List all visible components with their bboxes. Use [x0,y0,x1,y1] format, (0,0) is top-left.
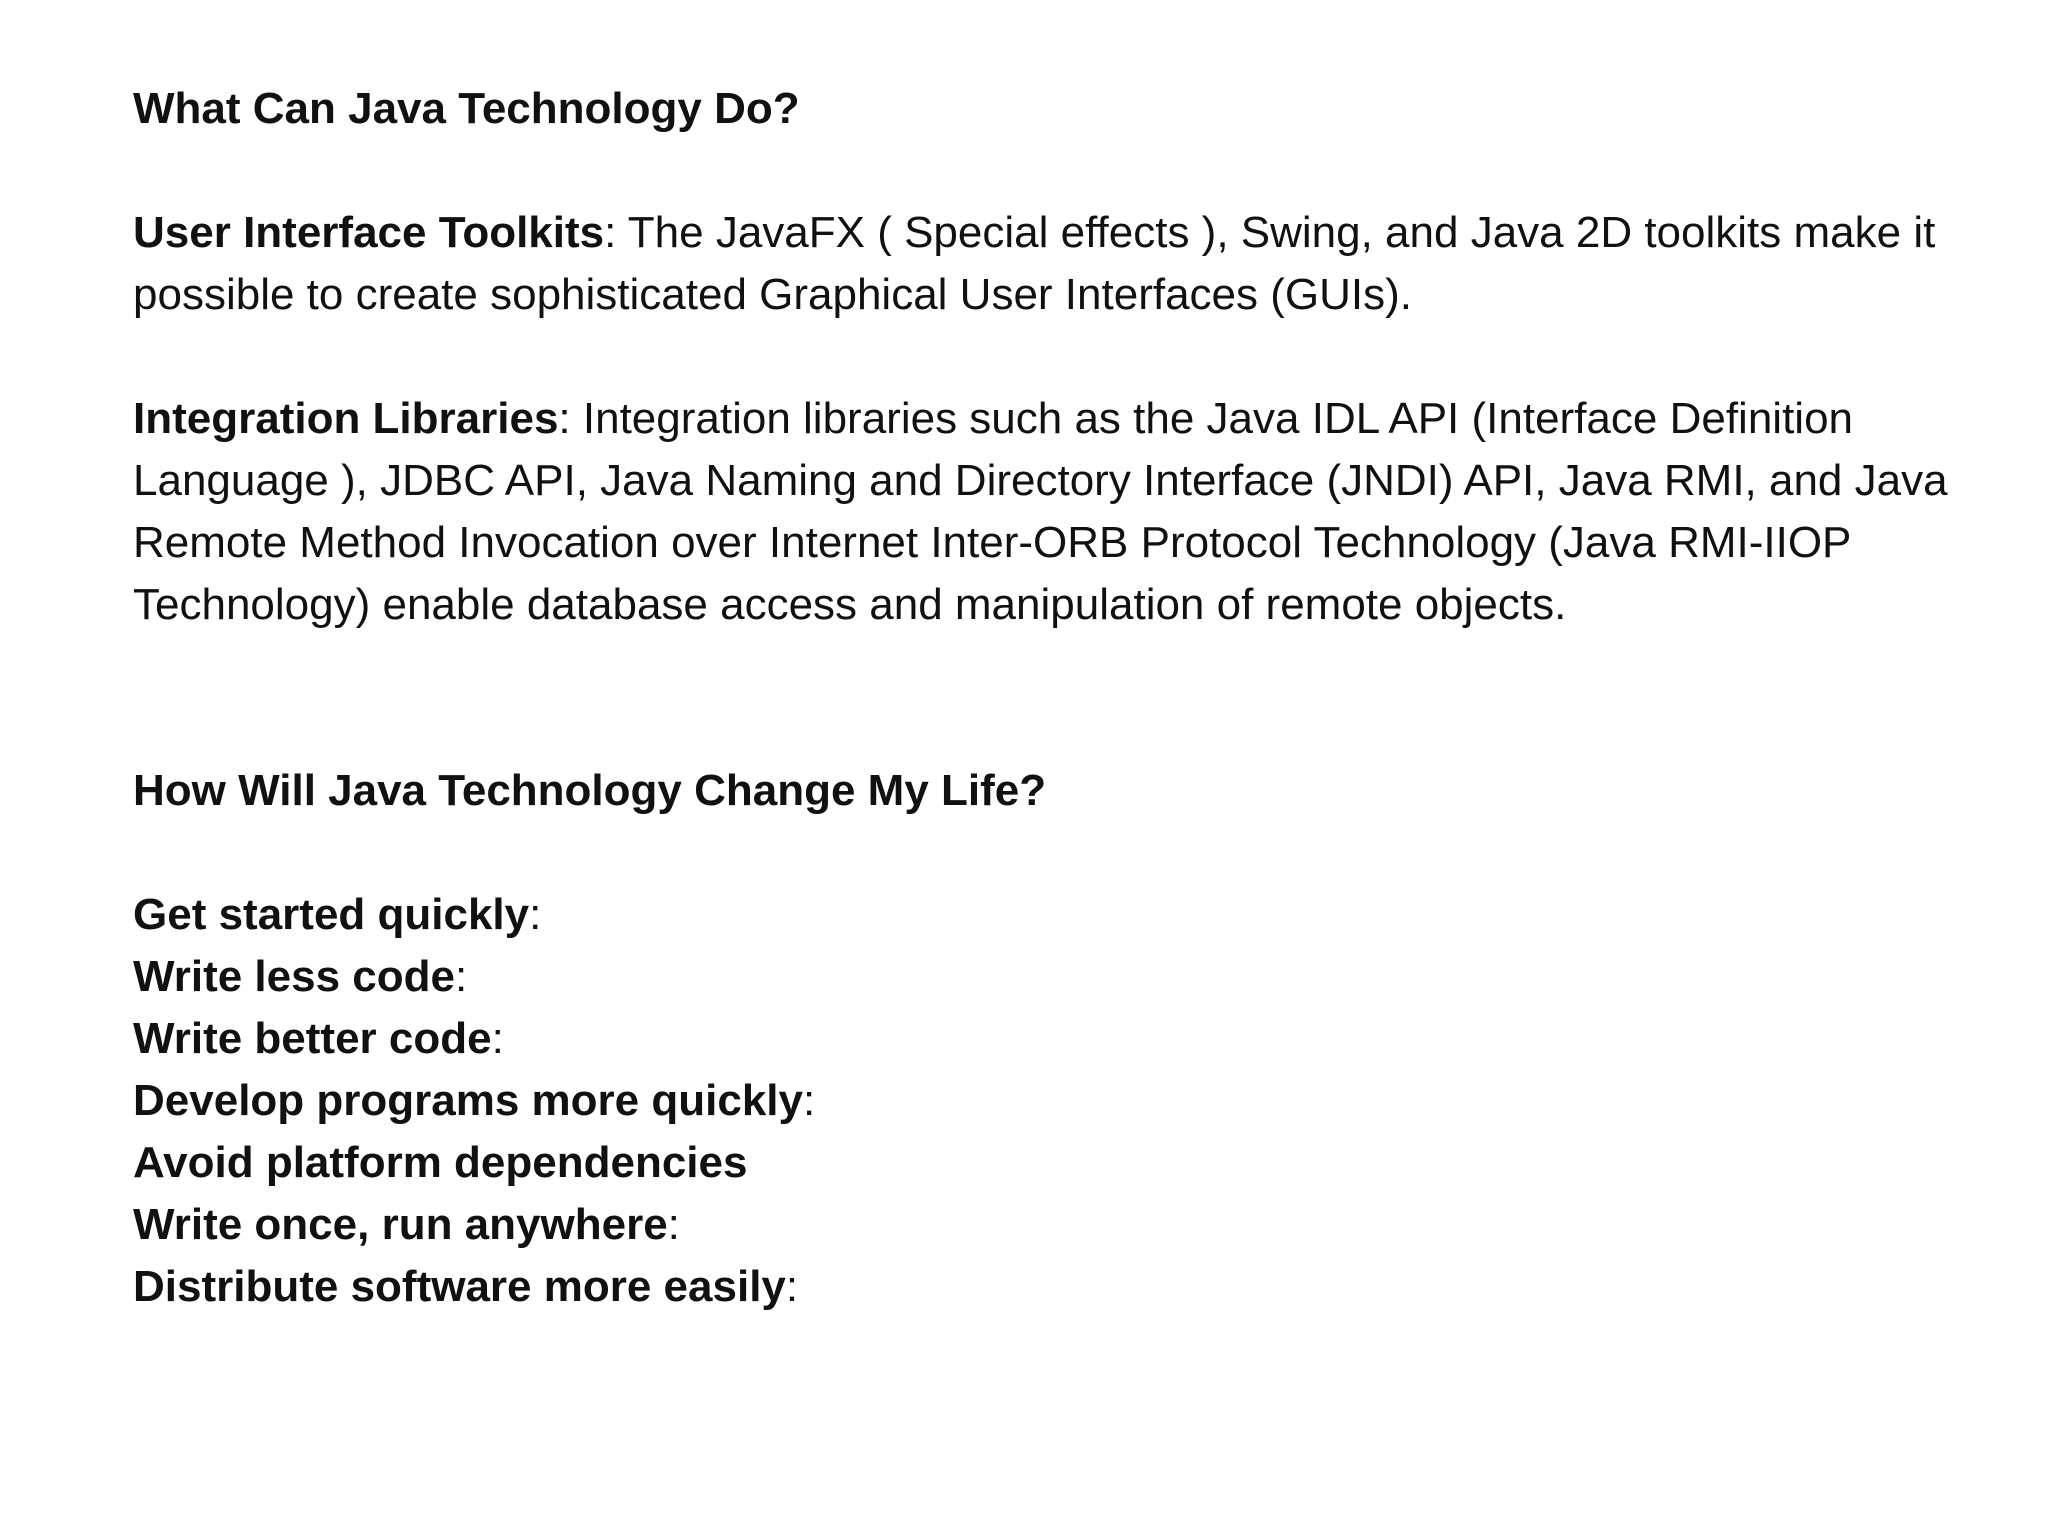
spacer [133,326,2003,388]
list-item-write-less-code [133,946,2003,1008]
term-user-interface-toolkits: User Interface Toolkits [133,208,605,257]
list-item-separator: : [529,890,542,939]
paragraph-integration-libraries [133,388,2003,636]
description-user-interface-toolkits: The JavaFX ( Special effects ), Swing, and Java 2D toolkits make it possible to create sophisticated Graphical User Interfaces (GUIs). [133,208,1936,319]
list-item-term: Distribute software more easily [133,1262,786,1311]
list-item-distribute-software-more-easily [133,1256,2003,1318]
section-heading-what-can-java-do: What Can Java Technology Do? [133,84,800,133]
list-item-avoid-platform-dependencies [133,1132,2003,1194]
list-item-separator: : [455,952,468,1001]
paragraph-user-interface-toolkits [133,202,2003,326]
separator: : [604,208,617,257]
list-item-separator: : [803,1076,816,1125]
term-integration-libraries: Integration Libraries [133,394,559,443]
spacer [133,636,2003,760]
list-item-term: Avoid platform dependencies [133,1138,748,1187]
list-item-develop-programs-more-quickly [133,1070,2003,1132]
list-item-write-once-run-anywhere [133,1194,2003,1256]
list-item-separator: : [667,1200,680,1249]
list-item-term: Write better code [133,1014,492,1063]
separator: : [558,394,571,443]
spacer [133,140,2003,202]
description-integration-libraries: Integration libraries such as the Java IDL API (Interface Definition Language ), JDBC API, Java Naming and Directory Interface (JNDI) API, Java RMI, and Java Remote Method Invocation over Internet Inter-ORB Protocol Technology (Java RMI-IIOP Technology) enable database access and manipulation of remote objects. [133,394,1948,629]
list-item-term: Develop programs more quickly [133,1076,803,1125]
list-item-separator: : [491,1014,504,1063]
slide-content [133,78,2003,1318]
section-heading-how-will-java-change-my-life: How Will Java Technology Change My Life? [133,766,1047,815]
benefits-list [133,884,2003,1318]
list-item-separator: : [785,1262,799,1311]
list-item-term: Get started quickly [133,890,530,939]
list-item-get-started-quickly [133,884,2003,946]
list-item-term: Write less code [133,952,455,1001]
list-item-write-better-code [133,1008,2003,1070]
spacer [133,822,2003,884]
list-item-term: Write once, run anywhere [133,1200,668,1249]
